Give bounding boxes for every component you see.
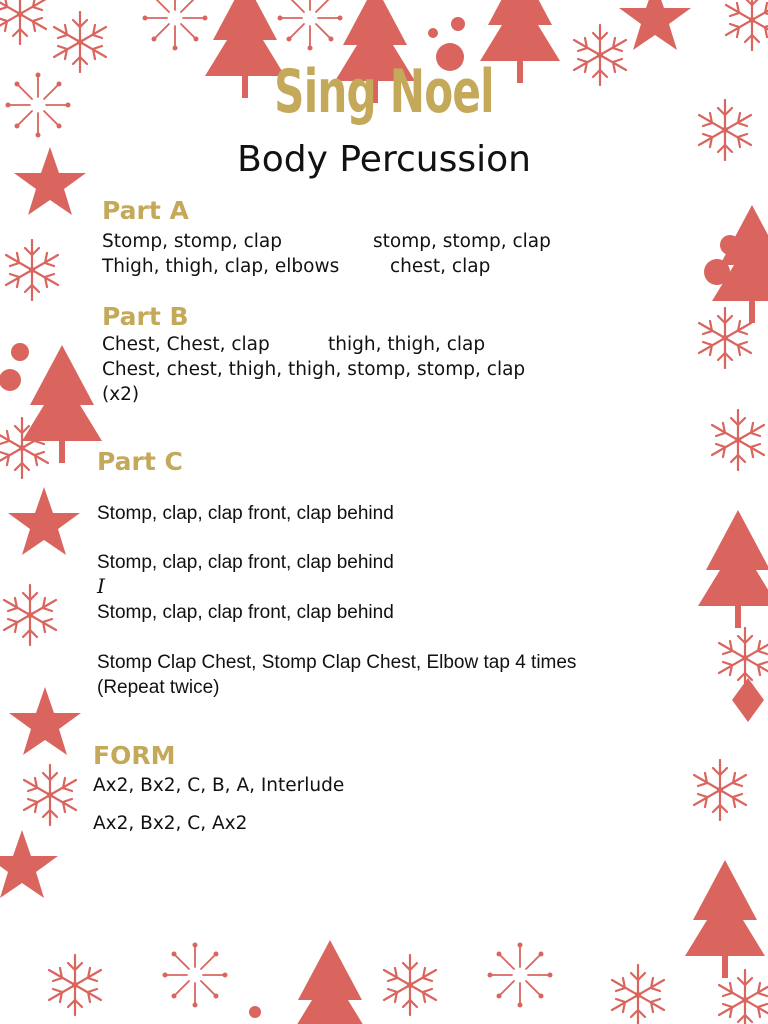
part-c-line5: (Repeat twice): [97, 677, 220, 698]
part-a-heading: Part A: [102, 196, 189, 225]
part-b-line1-left: Chest, Chest, clap: [102, 334, 270, 355]
part-a-line1-left: Stomp, stomp, clap: [102, 231, 282, 252]
part-b-line3: (x2): [102, 384, 140, 405]
part-b-line2: Chest, chest, thigh, thigh, stomp, stomp, clap: [102, 359, 526, 380]
form-heading: FORM: [93, 741, 176, 770]
text-cursor-icon: I: [97, 574, 105, 598]
part-b-line1-right: thigh, thigh, clap: [328, 334, 486, 355]
part-c-line1: Stomp, clap, clap front, clap behind: [97, 503, 394, 524]
page-subtitle: Body Percussion: [237, 139, 531, 180]
part-b-heading: Part B: [102, 302, 189, 331]
form-line2: Ax2, Bx2, C, Ax2: [93, 813, 248, 834]
part-a-line2-left: Thigh, thigh, clap, elbows: [102, 256, 340, 277]
part-c-heading: Part C: [97, 447, 183, 476]
page-title: Sing Noel: [274, 57, 494, 127]
part-a-line1-right: stomp, stomp, clap: [373, 231, 551, 252]
form-line1: Ax2, Bx2, C, B, A, Interlude: [93, 775, 345, 796]
part-c-line3: Stomp, clap, clap front, clap behind: [97, 602, 394, 623]
part-a-line2-right: chest, clap: [390, 256, 491, 277]
part-c-line2: Stomp, clap, clap front, clap behind: [97, 552, 394, 573]
part-c-line4: Stomp Clap Chest, Stomp Clap Chest, Elbow tap 4 times: [97, 652, 577, 673]
